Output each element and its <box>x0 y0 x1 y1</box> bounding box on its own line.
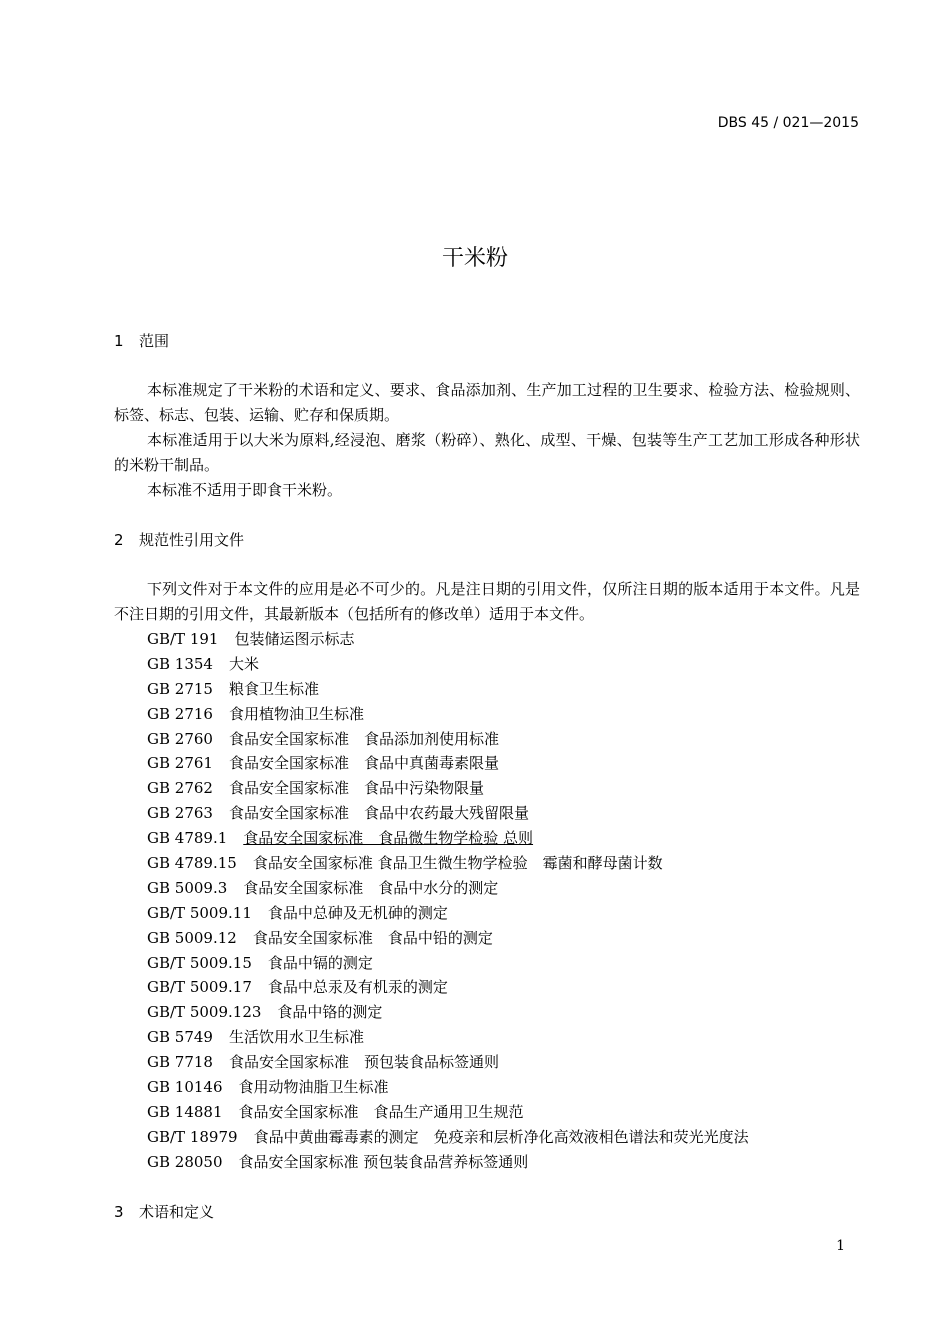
reference-code: GB/T 5009.17 <box>147 978 252 997</box>
reference-title: 食用动物油脂卫生标准 <box>238 1078 389 1097</box>
reference-title: 生活饮用水卫生标准 <box>228 1028 364 1047</box>
reference-code: GB 2715 <box>147 679 213 698</box>
reference-item <box>147 826 749 851</box>
reference-code: GB 5009.12 <box>147 928 237 947</box>
reference-list <box>147 627 749 1175</box>
reference-item <box>147 751 749 776</box>
section-title: 范围 <box>139 332 170 350</box>
reference-item <box>147 677 749 702</box>
scope-paragraph: 本标准不适用于即食干米粉。 <box>147 481 343 499</box>
reference-title: 食品安全国家标准 食品生产通用卫生规范 <box>238 1102 524 1121</box>
reference-code: GB 2761 <box>147 754 213 773</box>
section-number: 3 <box>114 1203 124 1221</box>
reference-code: GB 2760 <box>147 729 213 748</box>
reference-title: 食用植物油卫生标准 <box>228 704 364 723</box>
reference-title: 食品安全国家标准 食品卫生微生物学检验 霉菌和酵母菌计数 <box>252 854 663 873</box>
reference-item <box>147 776 749 801</box>
section-heading-terms-and-definitions <box>114 1201 214 1223</box>
reference-title: 食品安全国家标准 食品中水分的测定 <box>243 878 499 897</box>
reference-item <box>147 627 749 652</box>
reference-item <box>147 1000 749 1025</box>
reference-code: GB/T 5009.11 <box>147 903 252 922</box>
reference-code: GB 7718 <box>147 1053 213 1072</box>
reference-item <box>147 851 749 876</box>
reference-code: GB 1354 <box>147 654 213 673</box>
reference-title: 食品中铬的测定 <box>277 1003 383 1022</box>
reference-code: GB 4789.1 <box>147 829 228 848</box>
reference-item <box>147 1150 749 1175</box>
reference-title: 食品安全国家标准 食品中真菌毒素限量 <box>228 754 499 773</box>
reference-item <box>147 702 749 727</box>
reference-title: 食品中黄曲霉毒素的测定 免疫亲和层析净化高效液相色谱法和荧光光度法 <box>253 1127 749 1146</box>
reference-item <box>147 951 749 976</box>
section-title: 规范性引用文件 <box>139 531 245 549</box>
reference-item <box>147 1125 749 1150</box>
reference-item <box>147 1050 749 1075</box>
reference-code: GB 14881 <box>147 1102 223 1121</box>
reference-title: 食品安全国家标准 食品微生物学检验 总则 <box>243 829 534 848</box>
section-heading-normative-references <box>114 529 244 551</box>
reference-code: GB 4789.15 <box>147 854 237 873</box>
reference-title: 食品中镉的测定 <box>267 953 373 972</box>
reference-title: 食品中总汞及有机汞的测定 <box>267 978 448 997</box>
reference-title: 包装储运图示标志 <box>234 630 355 648</box>
reference-item <box>147 901 749 926</box>
reference-item <box>147 926 749 951</box>
reference-code: GB/T 5009.15 <box>147 953 252 972</box>
reference-item <box>147 876 749 901</box>
document-title: 干米粉 <box>441 246 508 271</box>
reference-title: 食品安全国家标准 食品中污染物限量 <box>228 779 484 798</box>
reference-code: GB 5749 <box>147 1028 213 1047</box>
reference-code: GB/T 18979 <box>147 1127 238 1146</box>
reference-title: 食品安全国家标准 食品中铅的测定 <box>252 928 493 947</box>
reference-code: GB 10146 <box>147 1078 223 1097</box>
section-heading-scope <box>114 330 169 352</box>
reference-item <box>147 652 749 677</box>
reference-title: 食品安全国家标准 食品添加剂使用标准 <box>228 729 499 748</box>
reference-item <box>147 975 749 1000</box>
scope-paragraph: 本标准适用于以大米为原料,经浸泡、磨浆（粉碎）、熟化、成型、干燥、包装等生产工艺加工形成各种形状的米粉干制品。 <box>114 431 860 474</box>
references-intro-paragraph: 下列文件对于本文件的应用是必不可少的。凡是注日期的引用文件，仅所注日期的版本适用于本文件。凡是不注日期的引用文件，其最新版本（包括所有的修改单）适用于本文件。 <box>114 580 860 623</box>
reference-code: GB 5009.3 <box>147 878 228 897</box>
reference-item <box>147 1025 749 1050</box>
reference-item <box>147 1100 749 1125</box>
reference-code: GB 2763 <box>147 804 213 823</box>
standard-code: DBS 45 / 021—2015 <box>717 115 859 131</box>
reference-code: GB/T 191 <box>147 630 219 648</box>
reference-title: 粮食卫生标准 <box>228 679 319 698</box>
reference-code: GB 2762 <box>147 779 213 798</box>
section-number: 1 <box>114 332 124 350</box>
reference-code: GB 2716 <box>147 704 213 723</box>
section-title: 术语和定义 <box>139 1203 215 1221</box>
reference-title: 食品安全国家标准 预包装食品营养标签通则 <box>238 1152 529 1171</box>
reference-code: GB 28050 <box>147 1152 223 1171</box>
reference-item <box>147 801 749 826</box>
reference-title: 食品中总砷及无机砷的测定 <box>267 903 448 922</box>
reference-code: GB/T 5009.123 <box>147 1003 262 1022</box>
scope-paragraph: 本标准规定了干米粉的术语和定义、要求、食品添加剂、生产加工过程的卫生要求、检验方法、检验规则、标签、标志、包装、运输、贮存和保质期。 <box>114 381 860 424</box>
page-number: 1 <box>836 1238 845 1254</box>
reference-item <box>147 1075 749 1100</box>
reference-item <box>147 727 749 752</box>
reference-title: 食品安全国家标准 食品中农药最大残留限量 <box>228 804 529 823</box>
reference-title: 大米 <box>228 654 259 673</box>
section-number: 2 <box>114 531 124 549</box>
reference-title: 食品安全国家标准 预包装食品标签通则 <box>228 1053 499 1072</box>
